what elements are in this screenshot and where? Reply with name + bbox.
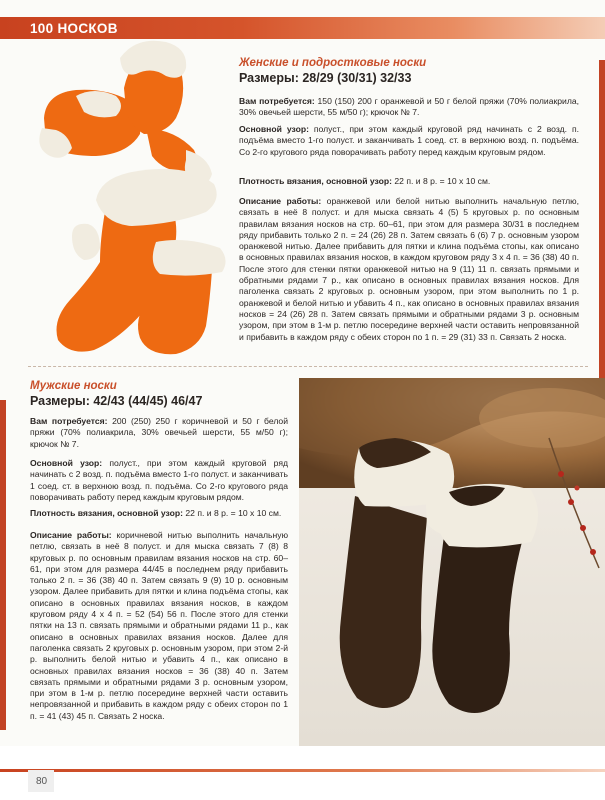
section-divider xyxy=(28,366,588,367)
men-materials-text: 200 (250) 250 г коричневой и 50 г белой пряжи (70% полиакрила, 30% овечьей шерсти, 55 м/50 г); крючок № 7. xyxy=(30,416,289,449)
women-materials xyxy=(239,96,579,119)
women-section-title: Женские и подростковые носки xyxy=(239,57,427,69)
photo-brown-socks xyxy=(299,378,605,746)
men-pattern-label: Основной узор: xyxy=(30,458,103,468)
men-description-label: Описание работы: xyxy=(30,530,112,540)
women-materials-text: 150 (150) 200 г оранжевой и 50 г белой пряжи (70% полиакрила, 30% овечьей шерсти, 55 м/50 г); крючок № 7. xyxy=(239,96,580,118)
men-pattern-text: полуст., при этом каждый круговой ряд начинать с 2 возд. п. подъёма вместо 1-го полуст. и заканчивать 1 соед. ст. в верхнюю возд. п. подъёма. Со 2-го кругового ряда поворачивать работу перед каждым круговым рядом. xyxy=(30,458,288,502)
header-title: 100 НОСКОВ xyxy=(30,21,118,36)
women-materials-label: Вам потребуется: xyxy=(239,96,315,106)
women-description-text: оранжевой или белой нитью выполнить начальную петлю, связать в неё 8 полуст. и для мыска связать 4 (5) 5 круговых р. по основным правилам вязания носков на стр. 60–61, при этом для размера 30/31 в последнем ряду прибавить только 2 п. = 24 (26) 28 п. Затем связать 6 (6) 7 р. основным узором оранжевой нитью. Далее прибавить для пятки и клина подъёма стопы, как описано в основных правилах вязания носков, в каждом круговом ряду 3 х 4 п. = 36 (38) 40 п. После этого для стенки пятки оранжевой нитью на 9 (11) 11 п. связать прямыми и обратными рядами 7 р., как описано в основных правилах вязания носков. Для паголенка связать 2 круговых р. основным узором, при этом выполнить по 1 р. оранжевой и белой нитью и убавить 4 п., как описано в основных правилах вязания носков = 24 (26) 28 п. Затем связать прямыми и обратными рядами 3 р. основным узором, при этом в 1-м р. петлю посередине верхней части оставить непровязанной и прибавить в каждом ряду с обеих сторон по 1 п. = 29 (31) 33 п. Связать 2 носка. xyxy=(239,196,580,342)
socks-bottom xyxy=(57,169,226,354)
men-section-title: Мужские носки xyxy=(30,380,117,392)
women-density-text: 22 п. и 8 р. = 10 х 10 см. xyxy=(394,176,491,186)
page-number: 80 xyxy=(36,776,48,787)
men-materials-label: Вам потребуется: xyxy=(30,416,108,426)
footer-stripe xyxy=(0,769,605,772)
men-description xyxy=(30,530,288,722)
women-pattern xyxy=(239,124,579,158)
women-pattern-label: Основной узор: xyxy=(239,124,309,134)
footer xyxy=(0,746,605,800)
men-materials xyxy=(30,416,288,450)
women-density xyxy=(239,176,579,187)
men-density-label: Плотность вязания, основной узор: xyxy=(30,508,183,518)
women-description-label: Описание работы: xyxy=(239,196,322,206)
side-bar-decoration xyxy=(0,400,6,730)
men-density xyxy=(30,508,288,519)
men-description-text: коричневой нитью выполнить начальную петлю, связать в неё 8 полуст. и для мыска связать 7 (8) 8 круговых р. по основным правилам вязания носков на стр. 60–61, при этом для размера 44/45 в последнем ряду прибавить только 2 п. = 36 (38) 40 п. Затем связать 9 (9) 10 р. основным узором. Далее прибавить для пятки и клина подъёма стопы, как описано в основных правилах вязания носков, в каждом круговом ряду 4 х 4 п. = 52 (54) 56 п. После этого для стенки пятки на 13 п. связать прямыми и обратными рядами 11 р., как описано в основных правилах вязания носков. Далее для паголенка связать 2 круговых р. основным узором, при этом 2-й р. выполнить белой нитью и убавить 4 п., как описано в основных правилах вязания носков = 36 (38) 40 п. Затем связать прямыми и обратными рядами 3 р. основным узором, при этом в 1-м р. петлю посередине верхней части оставить непровязанной и прибавить в каждом ряду с обеих сторон по 1 п. = 41 (43) 45 п. Связать 2 носка. xyxy=(30,530,289,721)
men-sizes: Размеры: 42/43 (44/45) 46/47 xyxy=(30,394,203,408)
men-pattern xyxy=(30,458,288,503)
women-description xyxy=(239,196,579,343)
side-bar-decoration xyxy=(599,60,605,380)
women-pattern-text: полуст., при этом каждый круговой ряд начинать с 2 возд. п. подъёма вместо 1-го полуст. и заканчивать 1 соед. ст. в верхнюю возд. п. подъёма. Со 2-го кругового ряда поворачивать работу перед каждым круговым рядом. xyxy=(239,124,579,157)
slipper-top xyxy=(39,41,212,185)
photo-orange-socks xyxy=(36,38,232,360)
men-density-text: 22 п. и 8 р. = 10 х 10 см. xyxy=(185,508,282,518)
women-sizes: Размеры: 28/29 (30/31) 32/33 xyxy=(239,71,412,85)
women-density-label: Плотность вязания, основной узор: xyxy=(239,176,392,186)
